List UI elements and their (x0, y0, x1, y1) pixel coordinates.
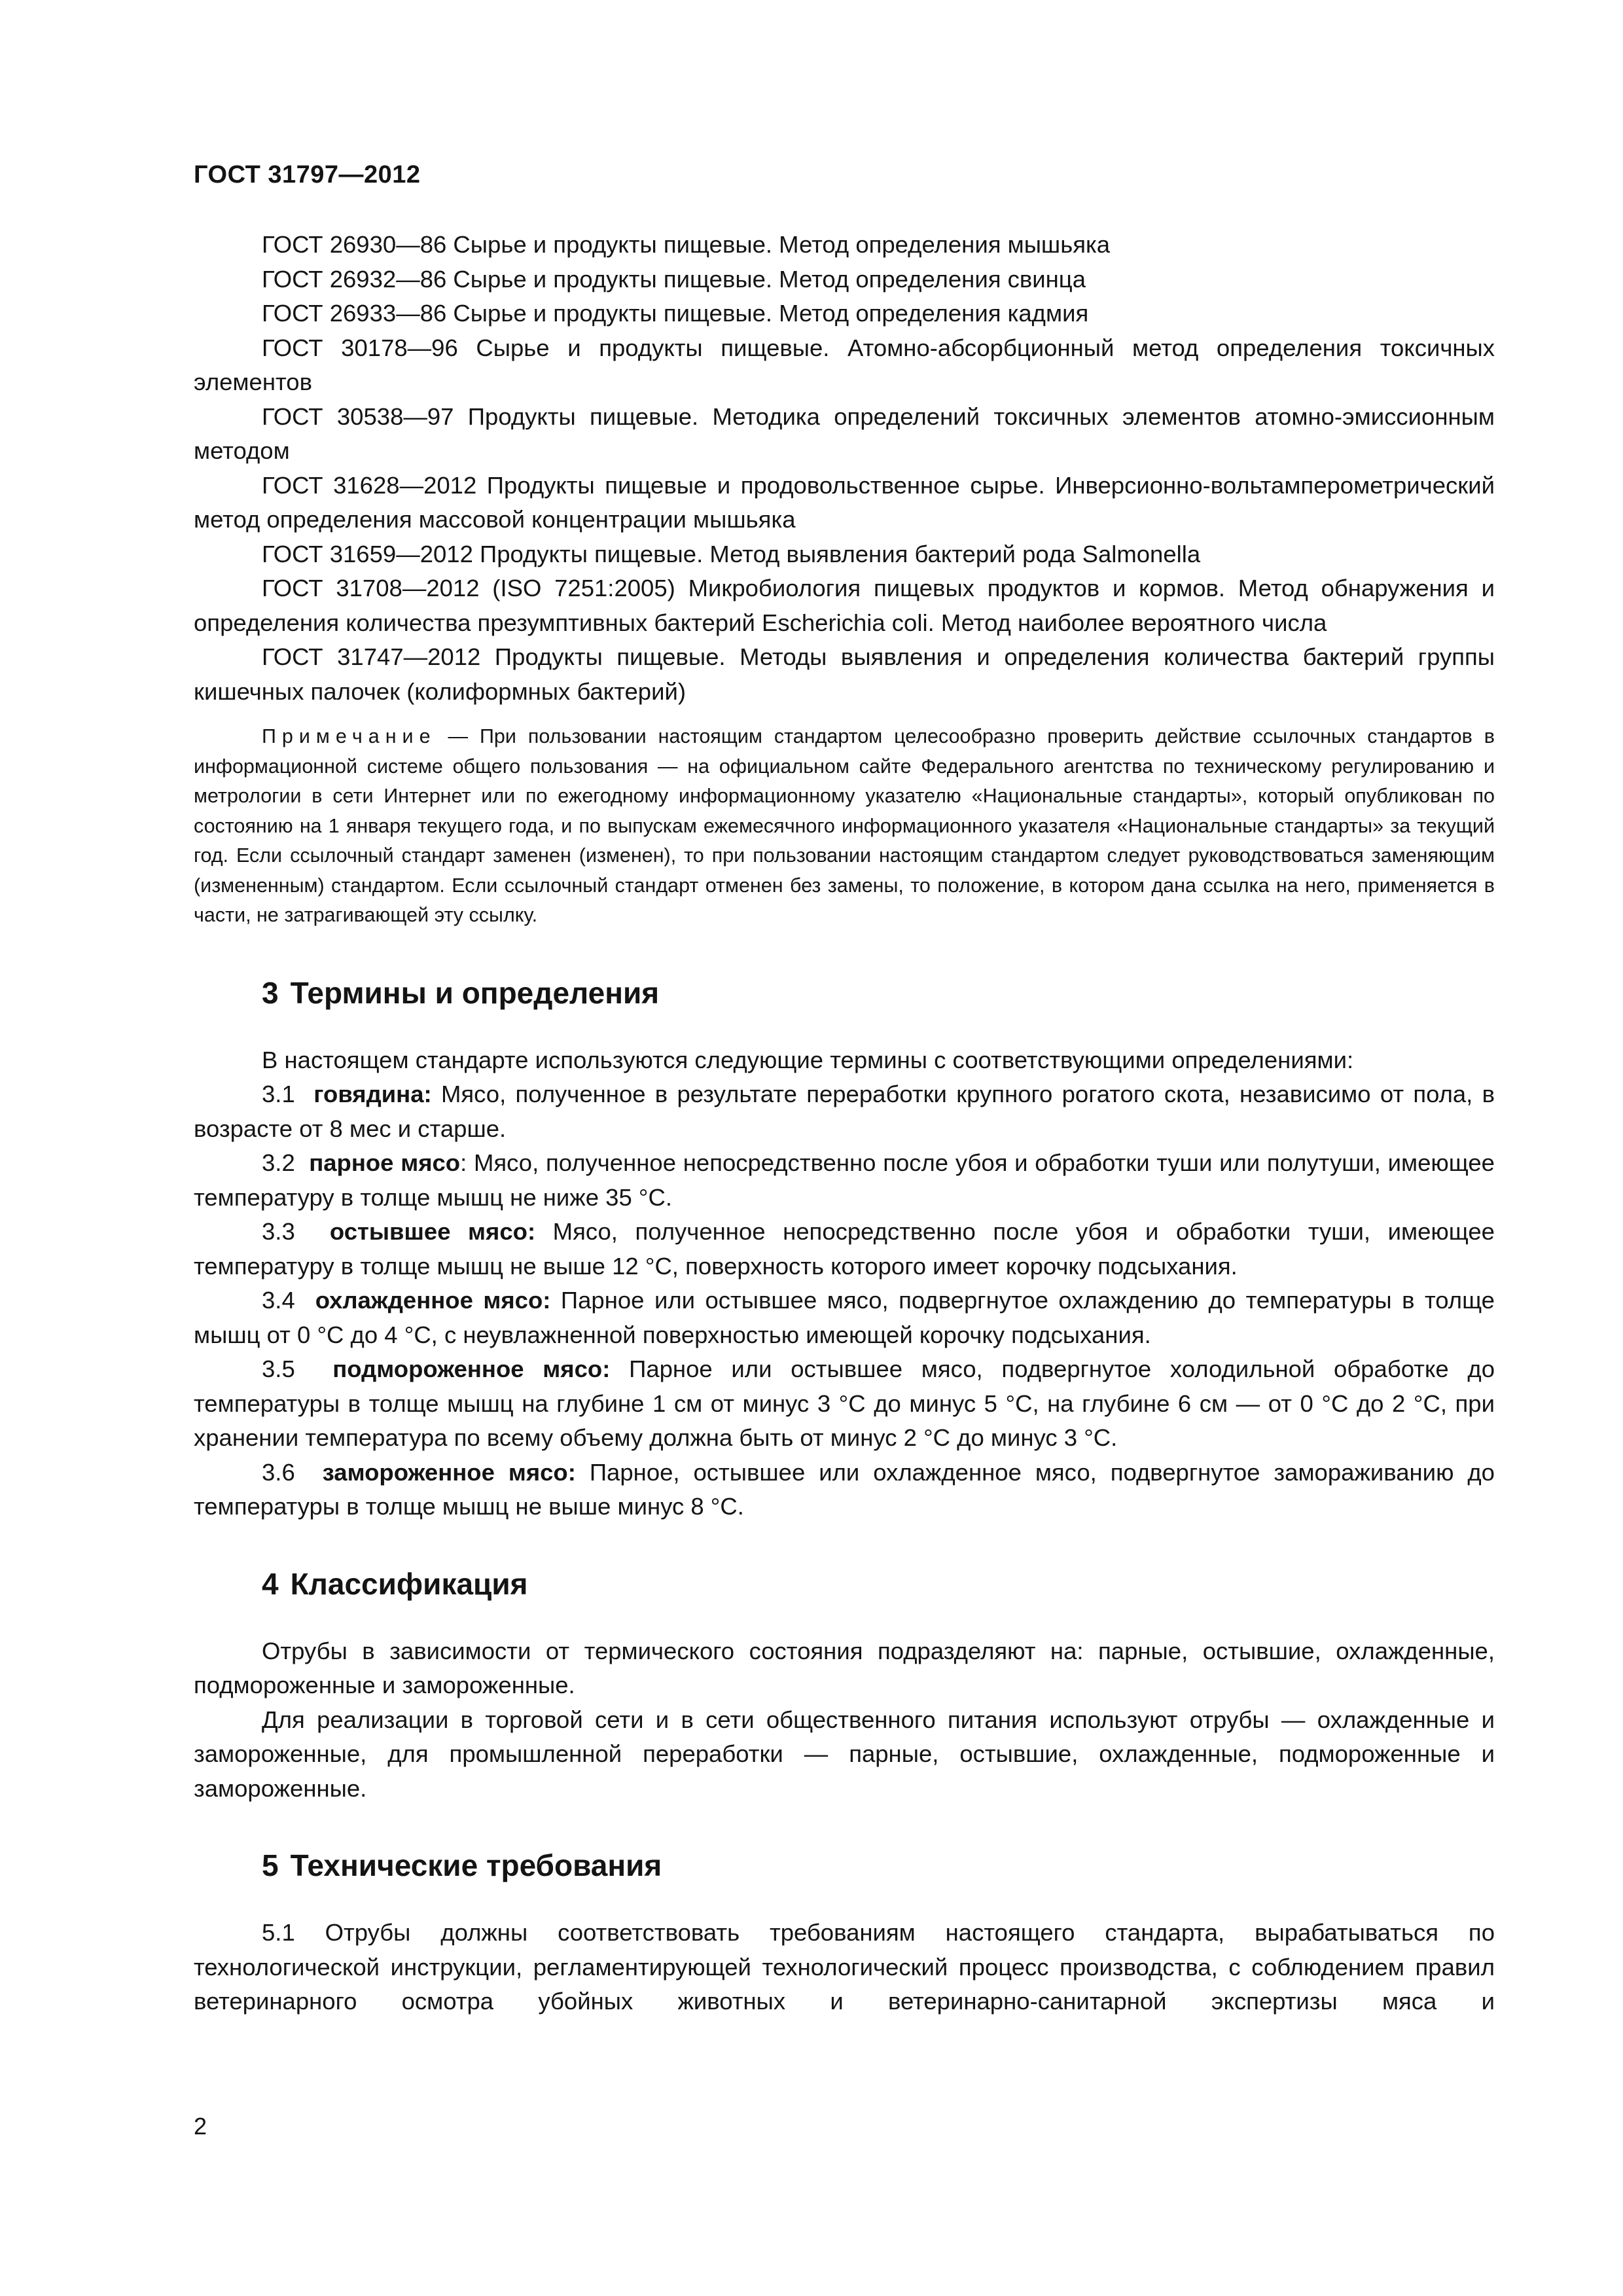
reference-item: ГОСТ 26933—86 Сырье и продукты пищевые. Метод определения кадмия (262, 300, 1089, 327)
references-note (194, 722, 1495, 931)
term-name: охлажденное мясо: (315, 1287, 551, 1314)
term-name: остывшее мясо: (329, 1218, 536, 1245)
term-number: 3.6 (262, 1458, 295, 1486)
term-text: Мясо, полученное в результате переработки крупного рогатого скота, независимо от пола, в возрасте от 8 мес и старше. (194, 1081, 1495, 1142)
note-label: Примечание (262, 725, 437, 747)
section-title: Термины и определения (290, 975, 660, 1010)
term-text: : Мясо, полученное непосредственно после убоя и обработки туши или полутуши, имеющее температуру в толще мышц не ниже 35 °С. (194, 1149, 1495, 1211)
note-text: — При пользовании настоящим стандартом целесообразно проверить действие ссылочных стандартов в информационной системе общего пользования — на официальном сайте Федерального агентства по техническому регулированию и метрологии в сети Интернет или по ежегодному информационному указателю «Национальные стандарты», который опубликован по состоянию на 1 января текущего года, и по выпускам ежемесячного информационного указателя «Национальные стандарты» за текущий год. Если ссылочный стандарт заменен (изменен), то при пользовании настоящим стандартом следует руководствоваться заменяющим (измененным) стандартом. Если ссылочный стандарт отменен без замены, то положение, в котором дана ссылка на него, применяется в части, не затрагивающей эту ссылку. (194, 725, 1495, 926)
section-3-intro: В настоящем стандарте используются следующие термины с соответствующими определениями: (262, 1046, 1354, 1073)
reference-item: ГОСТ 31628—2012 Продукты пищевые и продовольственное сырье. Инверсионно-вольтамперометрический метод определения массовой концентрации мышьяка (194, 471, 1495, 533)
section-title: Классификация (290, 1566, 528, 1601)
reference-item: ГОСТ 31747—2012 Продукты пищевые. Методы выявления и определения количества бактерий группы кишечных палочек (колиформных бактерий) (194, 643, 1495, 705)
document-code-header: ГОСТ 31797—2012 (194, 161, 421, 188)
term-definition (194, 1215, 1495, 1283)
term-name: подмороженное мясо: (332, 1355, 611, 1382)
reference-item: ГОСТ 31659—2012 Продукты пищевые. Метод выявления бактерий рода Salmonella (262, 540, 1201, 567)
section-title: Технические требования (290, 1848, 662, 1882)
section-5-heading (194, 1848, 1495, 1883)
reference-item: ГОСТ 30538—97 Продукты пищевые. Методика определений токсичных элементов атомно-эмиссионным методом (194, 403, 1495, 464)
term-number: 3.1 (262, 1081, 295, 1107)
page-number: 2 (194, 2113, 207, 2140)
section-number: 3 (262, 975, 279, 1010)
term-number: 3.4 (262, 1287, 295, 1314)
term-definition (194, 1077, 1495, 1146)
term-text: Парное, остывшее или охлажденное мясо, подвергнутое замораживанию до температуры в толще мышц не выше минус 8 °С. (194, 1458, 1495, 1520)
section-4-paragraph: Отрубы в зависимости от термического состояния подразделяют на: парные, остывшие, охлажденные, подмороженные и замороженные. (194, 1637, 1495, 1698)
page-content (194, 228, 1495, 2019)
section-4-heading (194, 1566, 1495, 1602)
term-name: замороженное мясо: (322, 1458, 576, 1486)
reference-item: ГОСТ 26932—86 Сырье и продукты пищевые. Метод определения свинца (262, 265, 1086, 293)
section-5-paragraph: 5.1 Отрубы должны соответствовать требованиям настоящего стандарта, вырабатываться по технологической инструкции, регламентирующей технологический процесс производства, с соблюдением правил ветеринарного осмотра убойных животных и ветеринарно-санитарной экспертизы мяса и (194, 1919, 1495, 2015)
term-name: парное мясо (309, 1149, 461, 1176)
term-name: говядина: (313, 1081, 432, 1107)
term-text: Мясо, полученное непосредственно после убоя и обработки туши, имеющее температуру в толще мышц не выше 12 °С, поверхность которого имеет корочку подсыхания. (194, 1218, 1495, 1280)
reference-item: ГОСТ 30178—96 Сырье и продукты пищевые. Атомно-абсорбционный метод определения токсичных элементов (194, 334, 1495, 395)
term-text: Парное или остывшее мясо, подвергнутое холодильной обработке до температуры в толще мышц на глубине 1 см от минус 3 °С до минус 5 °С, на глубине 6 см — от 0 °С до 2 °С, при хранении температура по всему объему должна быть от минус 2 °С до минус 3 °С. (194, 1355, 1495, 1451)
section-number: 5 (262, 1848, 279, 1882)
term-text: Парное или остывшее мясо, подвергнутое охлаждению до температуры в толще мышц от 0 °С до 4 °С, с неувлажненной поверхностью имеющей корочку подсыхания. (194, 1287, 1495, 1348)
term-number: 3.5 (262, 1355, 295, 1382)
section-number: 4 (262, 1566, 279, 1601)
term-number: 3.3 (262, 1218, 295, 1245)
term-definition (194, 1146, 1495, 1215)
section-3-heading (194, 975, 1495, 1011)
term-number: 3.2 (262, 1149, 295, 1176)
normative-references-list (194, 228, 1495, 709)
term-definition (194, 1283, 1495, 1352)
section-4-paragraph: Для реализации в торговой сети и в сети общественного питания используют отрубы — охлажденные и замороженные, для промышленной переработки — парные, остывшие, охлажденные, подмороженные и замороженные. (194, 1706, 1495, 1802)
term-definition (194, 1456, 1495, 1524)
reference-item: ГОСТ 26930—86 Сырье и продукты пищевые. Метод определения мышьяка (262, 231, 1111, 258)
reference-item: ГОСТ 31708—2012 (ISO 7251:2005) Микробиология пищевых продуктов и кормов. Метод обнаружения и определения количества презумптивных бактерий Escherichia coli. Метод наиболее вероятного числа (194, 575, 1495, 636)
term-definition (194, 1352, 1495, 1456)
